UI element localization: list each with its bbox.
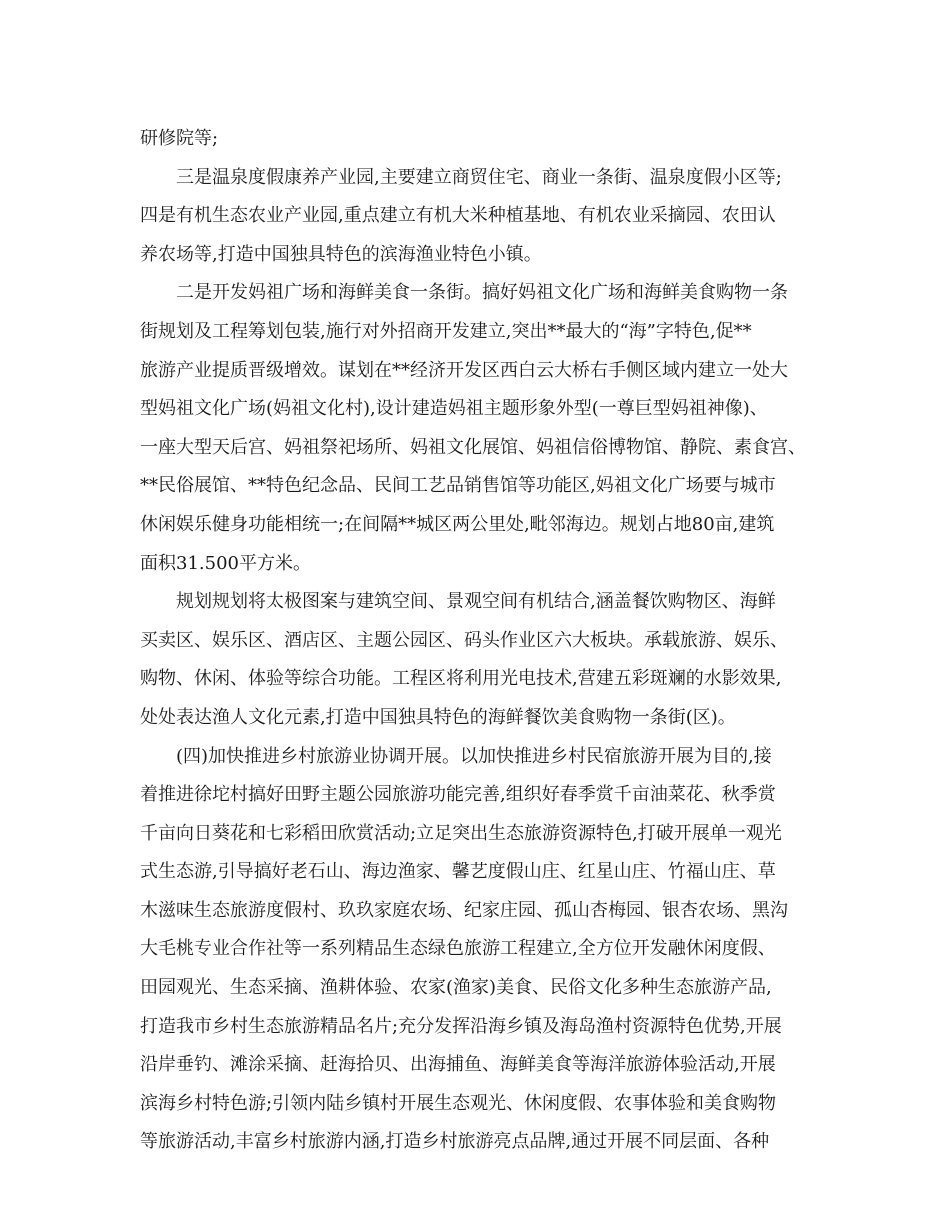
- text-line: 休闲娱乐健身功能相统一;在间隔**城区两公里处,毗邻海边。规划占地80亩,建筑: [140, 513, 775, 535]
- text-line: 规划规划将太极图案与建筑空间、景观空间有机结合,涵盖餐饮购物区、海鲜: [176, 591, 776, 613]
- text-line: 街规划及工程筹划包装,施行对外招商开发建立,突出**最大的“海”字特色,促**: [140, 320, 752, 342]
- text-line: 式生态游,引导搞好老石山、海边渔家、馨艺度假山庄、红星山庄、竹福山庄、草: [140, 861, 776, 883]
- text-line: 面积31.500平方米。: [140, 552, 311, 574]
- text-line: 大毛桃专业合作社等一系列精品生态绿色旅游工程建立,全方位开发融休闲度假、: [140, 938, 776, 960]
- text-line: 二是开发妈祖广场和海鲜美食一条街。搞好妈祖文化广场和海鲜美食购物一条: [176, 282, 788, 304]
- text-line: **民俗展馆、**特色纪念品、民间工艺品销售馆等功能区,妈祖文化广场要与城市: [140, 475, 776, 497]
- text-line: 着推进徐坨村搞好田野主题公园旅游功能完善,组织好春季赏千亩油菜花、秋季赏: [140, 784, 776, 806]
- text-line: 木滋味生态旅游度假村、玖玖家庭农场、纪家庄园、孤山杏梅园、银杏农场、黑沟: [140, 899, 788, 921]
- text-line: 千亩向日葵花和七彩稻田欣赏活动;立足突出生态旅游资源特色,打破开展单一观光: [140, 822, 782, 844]
- text-line: 购物、休闲、体验等综合功能。工程区将利用光电技术,营建五彩斑斓的水影效果,: [140, 668, 782, 690]
- document-body: [140, 120, 830, 1162]
- text-line: 一座大型天后宫、妈祖祭祀场所、妈祖文化展馆、妈祖信俗博物馆、静院、素食宫、: [140, 436, 806, 458]
- text-line: 滨海乡村特色游;引领内陆乡镇村开展生态观光、休闲度假、农事体验和美食购物: [140, 1092, 777, 1114]
- text-line: 型妈祖文化广场(妈祖文化村),设计建造妈祖主题形象外型(一尊巨型妈祖神像)、: [140, 398, 768, 420]
- text-line: 研修院等;: [140, 128, 219, 149]
- text-line: 买卖区、娱乐区、酒店区、主题公园区、码头作业区六大板块。承载旅游、娱乐、: [140, 629, 788, 651]
- text-line: 沿岸垂钓、滩涂采摘、赶海拾贝、出海捕鱼、海鲜美食等海洋旅游体验活动,开展: [140, 1054, 776, 1076]
- text-line: 处处表达渔人文化元素,打造中国独具特色的海鲜餐饮美食购物一条街(区)。: [140, 706, 736, 728]
- text-line: (四)加快推进乡村旅游业协调开展。以加快推进乡村民宿旅游开展为目的,接: [176, 745, 772, 767]
- text-line: 三是温泉度假康养产业园,主要建立商贸住宅、商业一条街、温泉度假小区等;: [176, 166, 782, 188]
- text-line: 田园观光、生态采摘、渔耕体验、农家(渔家)美食、民俗文化多种生态旅游产品,: [140, 977, 772, 999]
- text-line: 旅游产业提质晋级增效。谋划在**经济开发区西白云大桥右手侧区域内建立一处大: [140, 359, 788, 381]
- text-line: 等旅游活动,丰富乡村旅游内涵,打造乡村旅游亮点品牌,通过开展不同层面、各种: [140, 1131, 770, 1153]
- text-line: 四是有机生态农业产业园,重点建立有机大米种植基地、有机农业采摘园、农田认: [140, 205, 776, 227]
- text-line: 养农场等,打造中国独具特色的滨海渔业特色小镇。: [140, 243, 542, 265]
- text-line: 打造我市乡村生态旅游精品名片;充分发挥沿海乡镇及海岛渔村资源特色优势,开展: [140, 1015, 782, 1037]
